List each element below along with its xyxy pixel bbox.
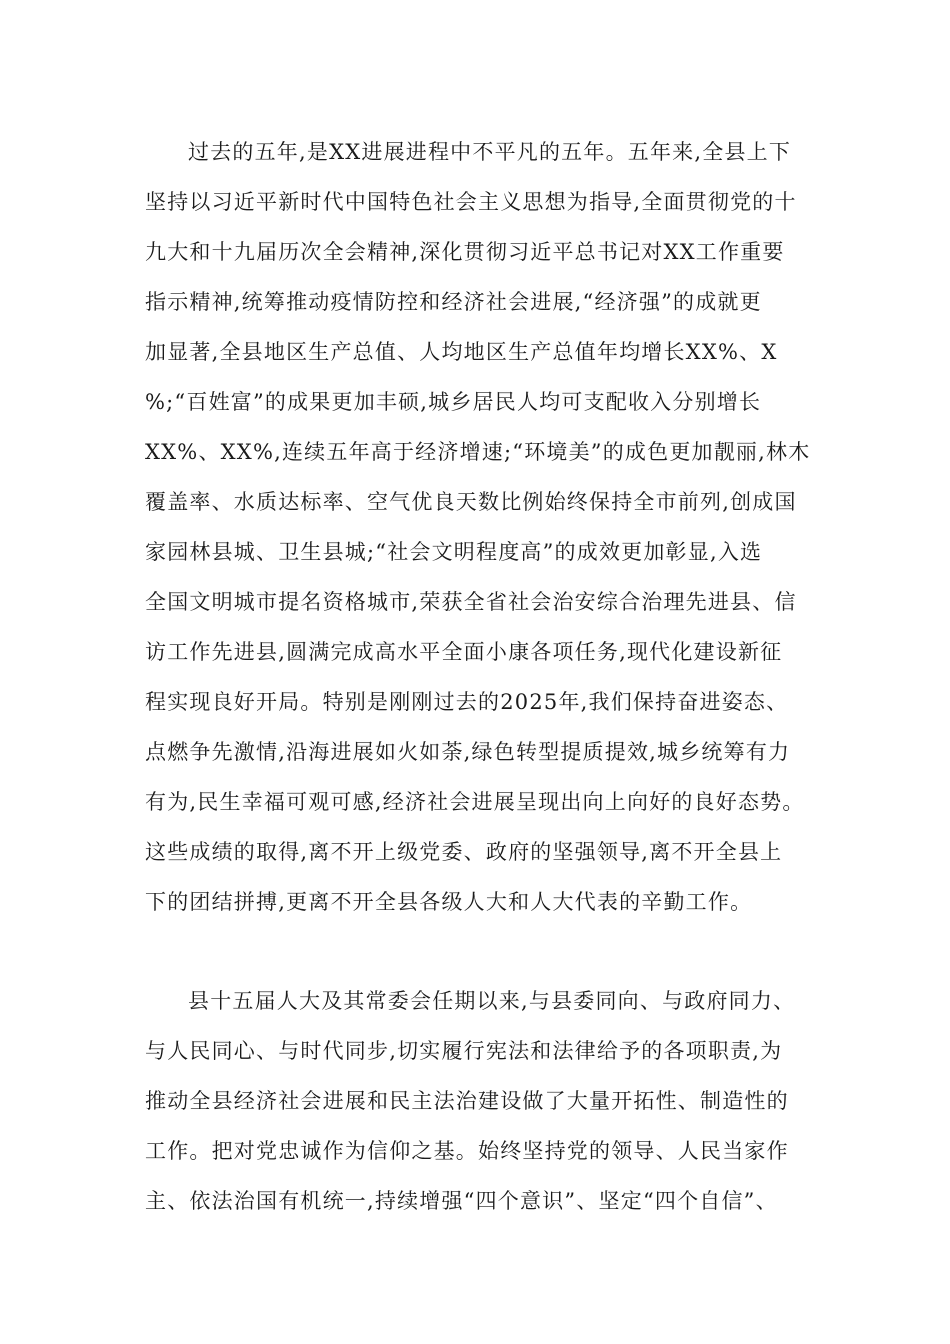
text-line: 点燃争先激情,沿海进展如火如荼,绿色转型提质提效,城乡统筹有力 [145, 740, 791, 764]
text-line: 覆盖率、水质达标率、空气优良天数比例始终保持全市前列,创成国 [145, 490, 797, 514]
text-line: 全国文明城市提名资格城市,荣获全省社会治安综合治理先进县、信 [145, 590, 797, 614]
text-line: 过去的五年,是XX进展进程中不平凡的五年。五年来,全县上下 [188, 140, 792, 164]
text-line: 下的团结拼搏,更离不开全县各级人大和人大代表的辛勤工作。 [145, 890, 753, 914]
text-line: XX%、XX%,连续五年高于经济增速;“环境美”的成色更加靓丽,林木 [145, 440, 811, 464]
text-line: 加显著,全县地区生产总值、人均地区生产总值年均增长XX%、X [145, 340, 778, 364]
text-line: 家园林县城、卫生县城;“社会文明程度高”的成效更加彰显,入选 [145, 540, 763, 564]
text-line: 有为,民生幸福可观可感,经济社会进展呈现出向上向好的良好态势。 [145, 790, 805, 814]
text-line: 九大和十九届历次全会精神,深化贯彻习近平总书记对XX工作重要 [145, 240, 785, 264]
text-line: 推动全县经济社会进展和民主法治建设做了大量开拓性、制造性的 [145, 1089, 789, 1113]
text-line: 工作。把对党忠诚作为信仰之基。始终坚持党的领导、人民当家作 [145, 1139, 789, 1163]
text-line: 指示精神,统筹推动疫情防控和经济社会进展,“经济强”的成就更 [145, 290, 762, 314]
text-line: 访工作先进县,圆满完成高水平全面小康各项任务,现代化建设新征 [145, 640, 783, 664]
text-line: 坚持以习近平新时代中国特色社会主义思想为指导,全面贯彻党的十 [145, 190, 797, 214]
text-line: 主、依法治国有机统一,持续增强“四个意识”、坚定“四个自信”、 [145, 1189, 778, 1213]
text-line: 县十五届人大及其常委会任期以来,与县委同向、与政府同力、 [188, 989, 796, 1013]
text-line: %;“百姓富”的成果更加丰硕,城乡居民人均可支配收入分别增长 [145, 390, 762, 414]
text-line: 这些成绩的取得,离不开上级党委、政府的坚强领导,离不开全县上 [145, 840, 783, 864]
text-line: 程实现良好开局。特别是刚刚过去的2025年,我们保持奋进姿态、 [145, 690, 789, 714]
text-line: 与人民同心、与时代同步,切实履行宪法和法律给予的各项职责,为 [145, 1039, 783, 1063]
